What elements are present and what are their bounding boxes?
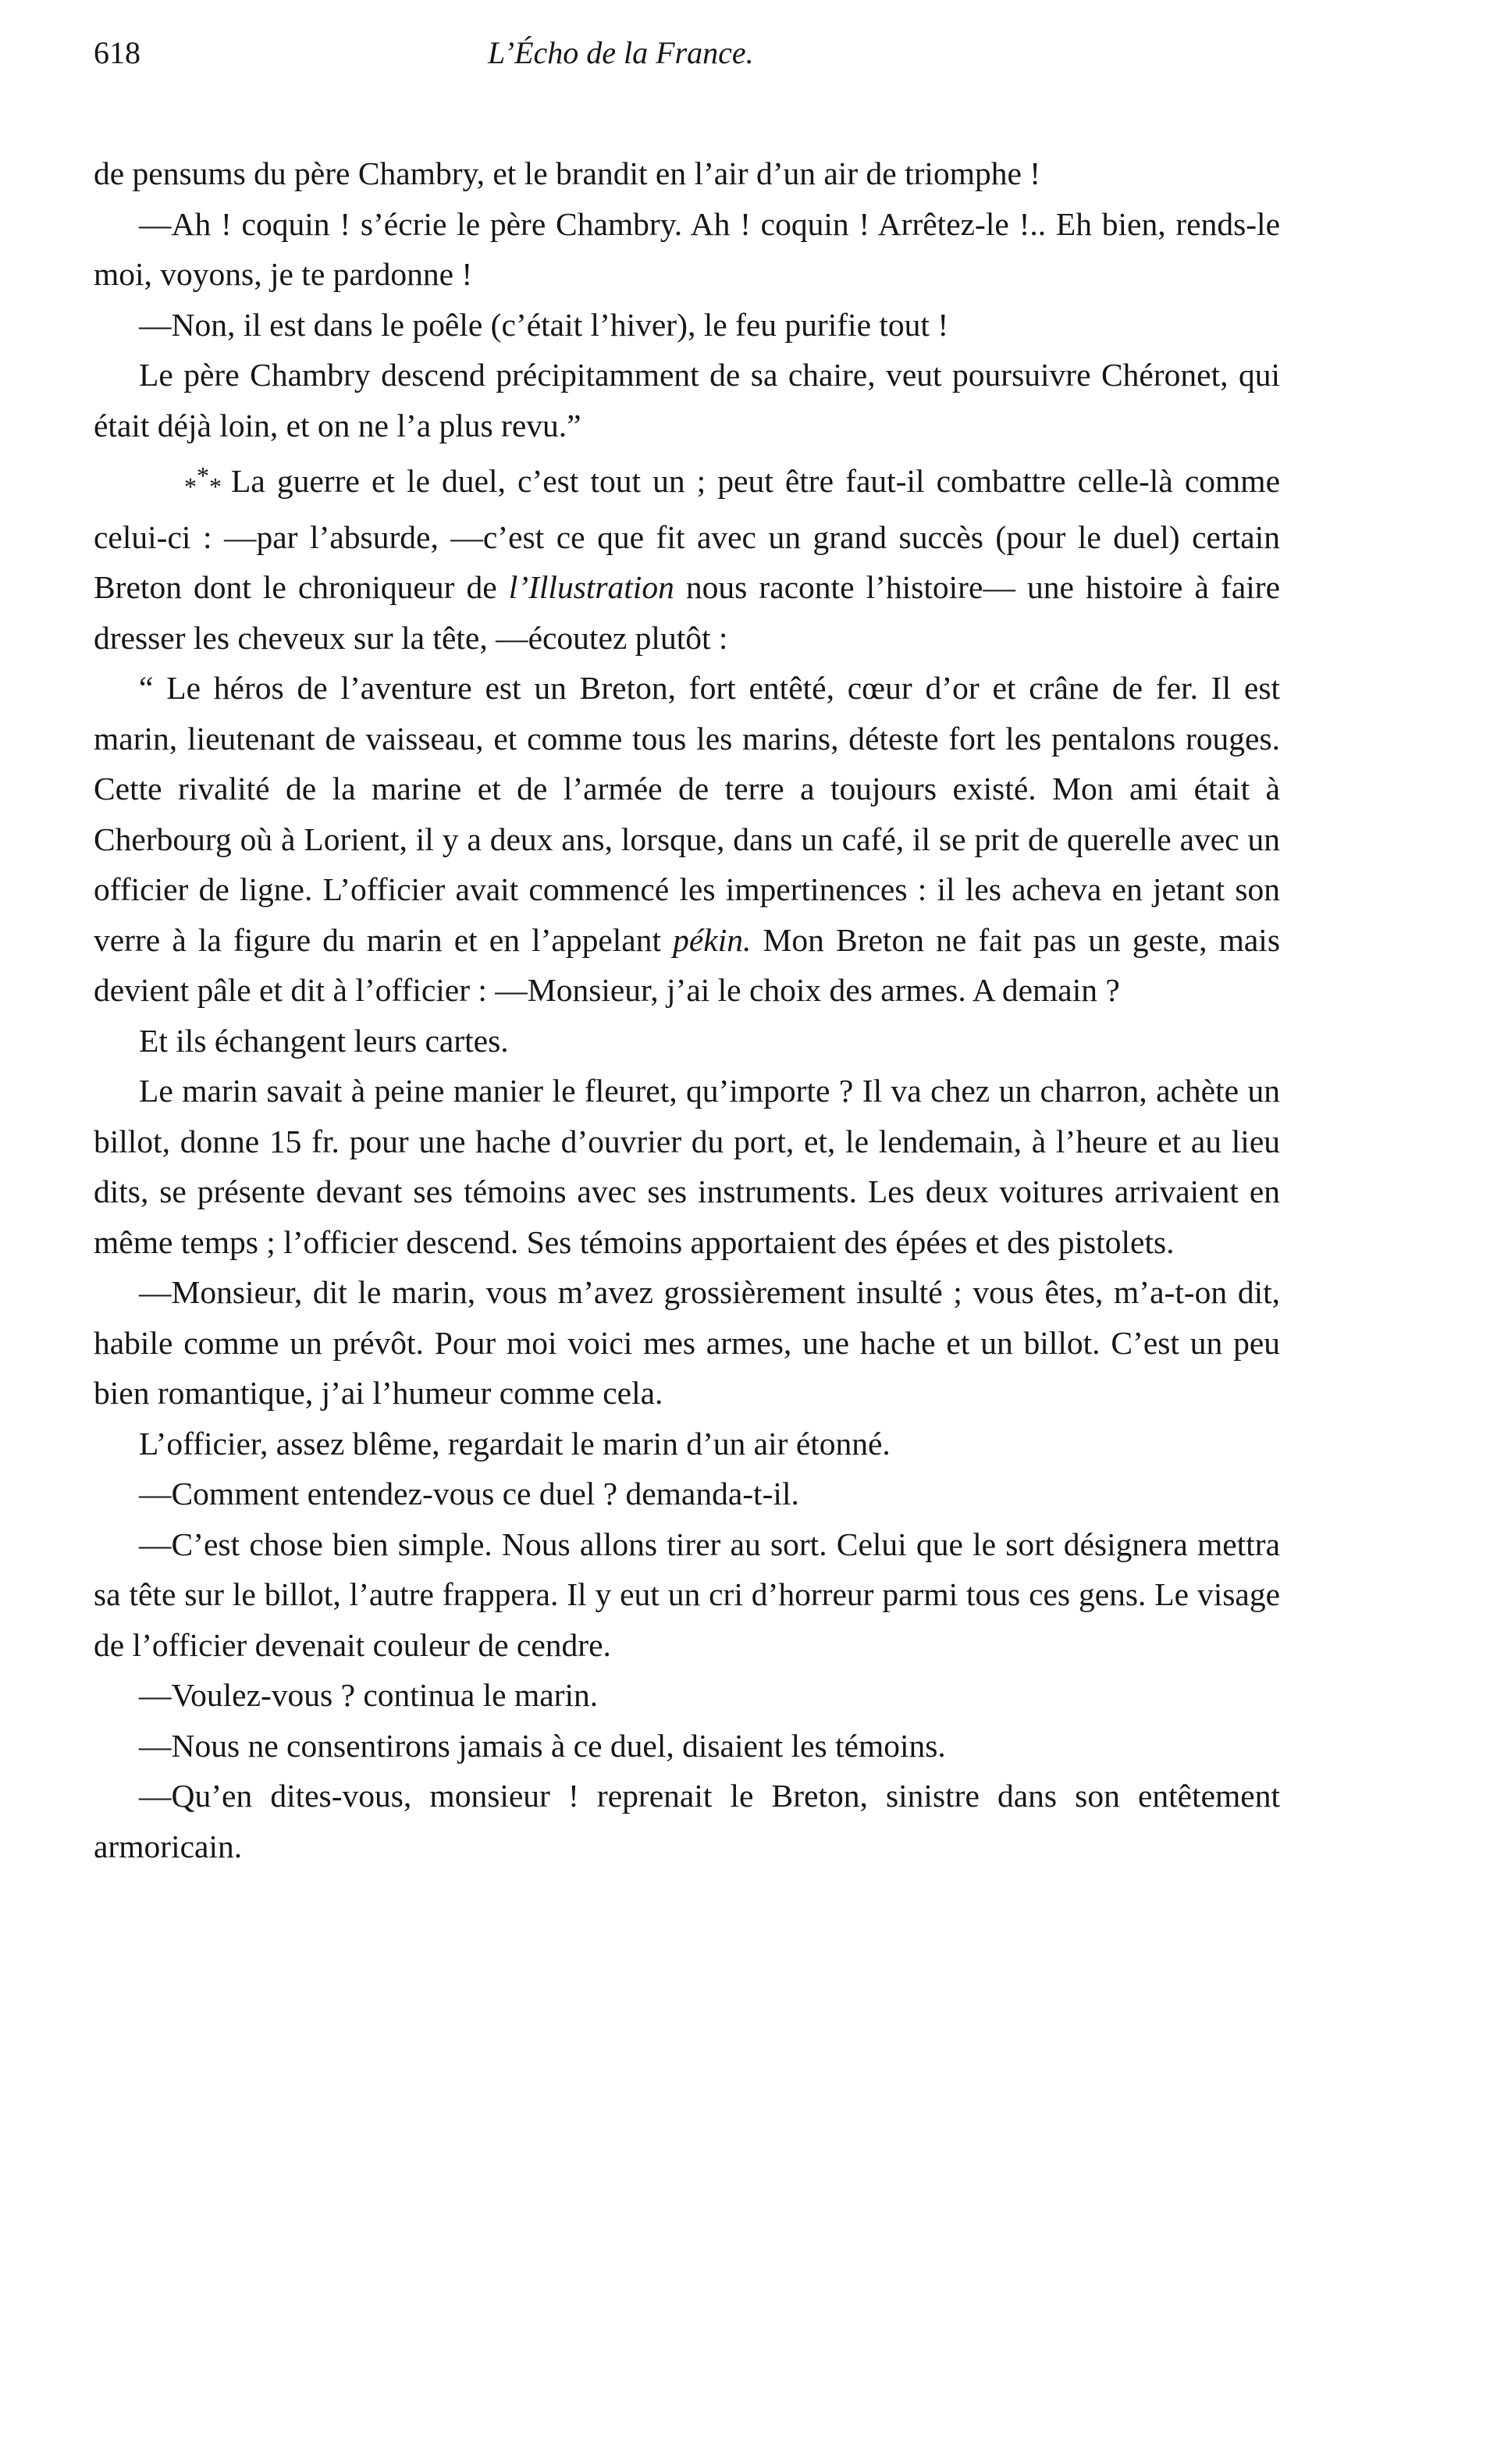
paragraph: Le père Chambry descend précipitamment de sa chaire, veut poursuivre Chéronet, qui était déjà loin, et on ne l’a plus revu.” <box>94 357 1280 443</box>
paragraph: Et ils échangent leurs cartes. <box>139 1022 509 1059</box>
paragraph-text: Mon Breton ne fait pas un geste, mais devient pâle et dit à l’officier : —Monsieur, j’ai le choix des armes. A demain ? <box>94 921 1280 1008</box>
asterisk: * <box>209 472 222 500</box>
asterisk: * <box>197 461 209 490</box>
paragraph: —Ah ! coquin ! s’écrie le père Chambry. Ah ! coquin ! Arrêtez-le !.. Eh bien, rends-le moi, voyons, je te pardonne ! <box>94 205 1280 292</box>
page-body <box>94 148 1280 1871</box>
paragraph-text: “ Le héros de l’aventure est un Breton, fort entêté, cœur d’or et crâne de fer. Il est marin, lieutenant de vaisseau, et comme tous les marins, déteste fort les pentalons rouges. Cette rivalité de la marine et de l’armée de terre a toujours existé. Mon ami était à Cherbourg où à Lorient, il y a deux ans, lorsque, dans un café, il se prit de querelle avec un officier de ligne. L’officier avait commencé les impertinences : il les acheva en jetant son verre à la figure du marin et en l’appelant <box>94 670 1280 958</box>
paragraph: L’officier, assez blême, regardait le marin d’un air étonné. <box>139 1425 891 1462</box>
paragraph: —Nous ne consentirons jamais à ce duel, disaient les témoins. <box>139 1727 946 1764</box>
asterisk: * <box>184 472 197 500</box>
paragraph <box>94 663 1280 1016</box>
paragraph <box>94 450 1280 663</box>
book-page <box>94 30 1280 1871</box>
paragraph: Le marin savait à peine manier le fleuret, qu’importe ? Il va chez un charron, achète un billot, donne 15 fr. pour une hache d’ouvrier du port, et, le lendemain, à l’heure et au lieu dits, se présente devant ses témoins avec ses instruments. Les deux voitures arrivaient en même temps ; l’officier descend. Ses témoins apportaient des épées et des pistolets. <box>94 1073 1280 1260</box>
paragraph: —Comment entendez-vous ce duel ? demanda-t-il. <box>139 1476 799 1512</box>
paragraph: —Voulez-vous ? continua le marin. <box>139 1677 599 1713</box>
italic-title: l’Illustration <box>508 569 674 605</box>
paragraph: —Qu’en dites-vous, monsieur ! reprenait le Breton, sinistre dans son entêtement armoricain. <box>94 1778 1280 1864</box>
paragraph: —C’est chose bien simple. Nous allons tirer au sort. Celui que le sort désignera mettra sa tête sur le billot, l’autre frappera. Il y eut un cri d’horreur parmi tous ces gens. Le visage de l’officier devenait couleur de cendre. <box>94 1526 1280 1663</box>
paragraph: —Non, il est dans le poêle (c’était l’hiver), le feu purifie tout ! <box>139 306 949 343</box>
asterism <box>139 450 222 512</box>
paragraph: de pensums du père Chambry, et le brandit en l’air d’un air de triomphe ! <box>94 155 1041 191</box>
paragraph-text: nous raconte l’histoire— une histoire à faire dresser les cheveux sur la tête, —écoutez plutôt : <box>94 569 1281 656</box>
paragraph: —Monsieur, dit le marin, vous m’avez grossièrement insulté ; vous êtes, m’a-t-on dit, habile comme un prévôt. Pour moi voici mes armes, une hache et un billot. C’est un peu bien romantique, j’ai l’humeur comme cela. <box>94 1274 1280 1411</box>
italic-word: pékin. <box>673 921 752 958</box>
page-header <box>94 30 1280 77</box>
paragraph-text: La guerre et le duel, c’est tout un ; peut être faut-il combattre celle-là comme celui-ci : —par l’absurde, —c’est ce que fit avec un grand succès (pour le duel) certain Breton dont le chroniqueur de <box>94 463 1280 605</box>
page-number: 618 <box>94 35 140 70</box>
running-title: L’Écho de la France. <box>488 35 754 70</box>
